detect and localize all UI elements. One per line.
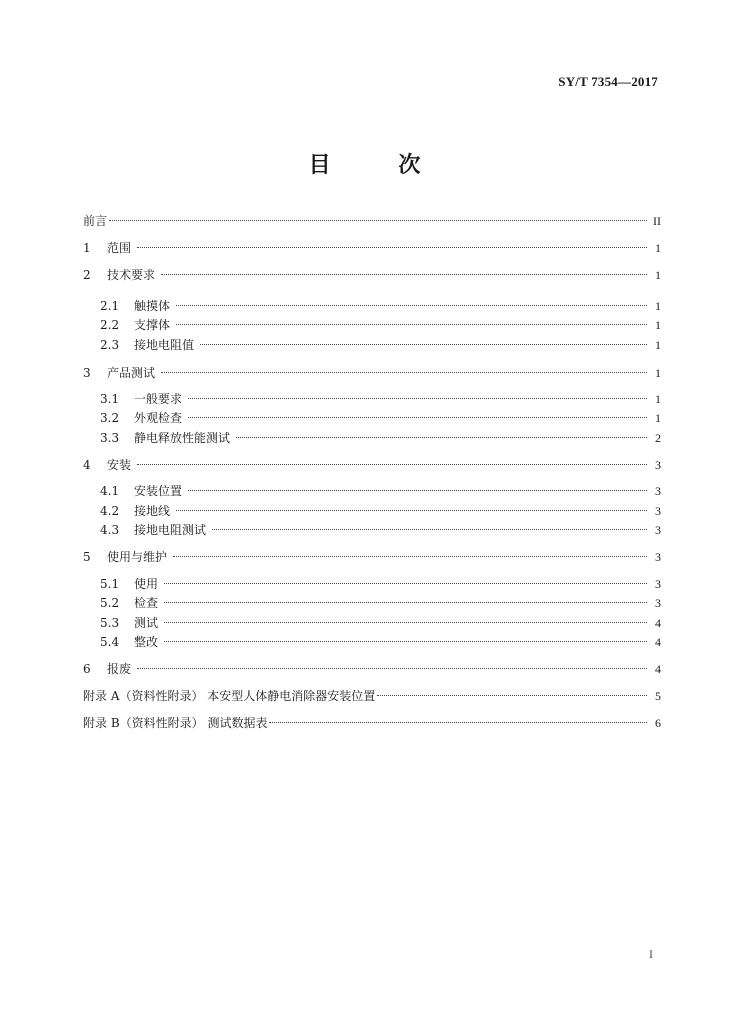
toc-entry-page: 3 bbox=[655, 596, 661, 610]
toc-entry-page: 1 bbox=[655, 268, 661, 282]
toc-entry-page: 4 bbox=[655, 635, 661, 649]
dot-leader bbox=[137, 668, 647, 669]
toc-entry-2-3[interactable] bbox=[100, 336, 661, 354]
dot-leader bbox=[109, 220, 647, 221]
toc-entry-number: 2 bbox=[83, 268, 91, 282]
toc-entry-3-3[interactable] bbox=[100, 429, 661, 447]
toc-entry-number: 4 bbox=[83, 458, 91, 472]
dot-leader bbox=[212, 529, 647, 530]
toc-entry-label: 检查 bbox=[134, 596, 159, 610]
toc-entry-label: 一般要求 bbox=[134, 392, 183, 406]
toc-entry-number: 1 bbox=[83, 241, 91, 255]
toc-entry-page: 1 bbox=[655, 318, 661, 332]
toc-entry-appendix-b[interactable] bbox=[83, 714, 661, 732]
page-title: 目 次 bbox=[308, 153, 451, 178]
dot-leader bbox=[269, 722, 647, 723]
toc-entry-label: 安装位置 bbox=[134, 484, 183, 498]
toc-entry-number: 5 bbox=[83, 550, 91, 564]
toc-entry-number: 2.3 bbox=[100, 338, 120, 352]
toc-entry-page: 3 bbox=[655, 458, 661, 472]
toc-entry-2-1[interactable] bbox=[100, 297, 661, 315]
toc-entry-page: 1 bbox=[655, 411, 661, 425]
dot-leader bbox=[161, 372, 647, 373]
toc-entry-number: 5.1 bbox=[100, 577, 120, 591]
toc-entry-preface[interactable] bbox=[83, 212, 661, 230]
dot-leader bbox=[164, 622, 647, 623]
toc-entry-label: 支撑体 bbox=[134, 318, 171, 332]
toc-entry-4[interactable] bbox=[83, 456, 661, 474]
toc-entry-page: 1 bbox=[655, 338, 661, 352]
toc-entry-page: 3 bbox=[655, 523, 661, 537]
toc-entry-5-1[interactable] bbox=[100, 575, 661, 593]
toc-entry-3-1[interactable] bbox=[100, 390, 661, 408]
dot-leader bbox=[164, 641, 647, 642]
dot-leader bbox=[164, 583, 647, 584]
toc-entry-label: 接地电阻测试 bbox=[134, 523, 207, 537]
toc-entry-number: 4.1 bbox=[100, 484, 120, 498]
dot-leader bbox=[377, 695, 647, 696]
toc-entry-2-2[interactable] bbox=[100, 316, 661, 334]
toc-entry-label: 范围 bbox=[107, 241, 132, 255]
toc-entry-page: 4 bbox=[655, 616, 661, 630]
toc-entry-number: 3.2 bbox=[100, 411, 120, 425]
toc-entry-3[interactable] bbox=[83, 364, 661, 382]
toc-entry-label: 接地线 bbox=[134, 504, 171, 518]
toc-entry-number: 2.1 bbox=[100, 299, 120, 313]
toc-entry-label: 附录 A（资料性附录） 本安型人体静电消除器安装位置 bbox=[83, 689, 376, 703]
dot-leader bbox=[188, 490, 647, 491]
toc-entry-label: 整改 bbox=[134, 635, 159, 649]
toc-entry-number: 5.3 bbox=[100, 616, 120, 630]
toc-entry-page: 1 bbox=[655, 392, 661, 406]
toc-entry-1[interactable] bbox=[83, 239, 661, 257]
dot-leader bbox=[173, 556, 647, 557]
toc-entry-4-2[interactable] bbox=[100, 502, 661, 520]
toc-entry-4-3[interactable] bbox=[100, 521, 661, 539]
toc-entry-page: 1 bbox=[655, 299, 661, 313]
toc-entry-page: 3 bbox=[655, 577, 661, 591]
dot-leader bbox=[161, 274, 647, 275]
dot-leader bbox=[164, 602, 647, 603]
dot-leader bbox=[176, 305, 647, 306]
toc-entry-page: 3 bbox=[655, 504, 661, 518]
toc-entry-label: 测试 bbox=[134, 616, 159, 630]
toc-entry-label: 产品测试 bbox=[107, 366, 156, 380]
toc-entry-label: 技术要求 bbox=[107, 268, 156, 282]
dot-leader bbox=[137, 464, 647, 465]
toc-entry-page: 6 bbox=[655, 716, 661, 730]
toc-entry-number: 4.3 bbox=[100, 523, 120, 537]
toc-entry-page: II bbox=[653, 214, 661, 228]
toc-entry-label: 外观检查 bbox=[134, 411, 183, 425]
toc-entry-page: 4 bbox=[655, 662, 661, 676]
toc-entry-number: 3 bbox=[83, 366, 91, 380]
toc-entry-page: 5 bbox=[655, 689, 661, 703]
dot-leader bbox=[137, 247, 647, 248]
toc-entry-number: 3.3 bbox=[100, 431, 120, 445]
toc-entry-page: 2 bbox=[655, 431, 661, 445]
standard-code: SY/T 7354—2017 bbox=[558, 74, 658, 89]
dot-leader bbox=[188, 417, 647, 418]
toc-entry-2[interactable] bbox=[83, 266, 661, 284]
toc-entry-number: 6 bbox=[83, 662, 91, 676]
toc-entry-label: 触摸体 bbox=[134, 299, 171, 313]
toc-entry-label: 报废 bbox=[107, 662, 132, 676]
toc-entry-5-3[interactable] bbox=[100, 614, 661, 632]
page-number: I bbox=[649, 947, 653, 961]
toc-entry-label: 使用 bbox=[134, 577, 159, 591]
dot-leader bbox=[188, 398, 647, 399]
toc-entry-5[interactable] bbox=[83, 548, 661, 566]
dot-leader bbox=[176, 510, 647, 511]
toc-entry-page: 3 bbox=[655, 550, 661, 564]
toc-entry-label: 安装 bbox=[107, 458, 132, 472]
toc-entry-label: 接地电阻值 bbox=[134, 338, 195, 352]
toc-entry-5-2[interactable] bbox=[100, 594, 661, 612]
toc-entry-page: 3 bbox=[655, 484, 661, 498]
toc-entry-label: 静电释放性能测试 bbox=[134, 431, 231, 445]
toc-entry-number: 2.2 bbox=[100, 318, 120, 332]
dot-leader bbox=[176, 324, 647, 325]
toc-entry-number: 4.2 bbox=[100, 504, 120, 518]
toc-entry-appendix-a[interactable] bbox=[83, 687, 661, 705]
dot-leader bbox=[200, 344, 647, 345]
toc-entry-label: 前言 bbox=[83, 214, 108, 228]
toc-entry-5-4[interactable] bbox=[100, 633, 661, 651]
toc-entry-label: 附录 B（资料性附录） 测试数据表 bbox=[83, 716, 268, 730]
toc-entry-4-1[interactable] bbox=[100, 482, 661, 500]
toc-entry-page: 1 bbox=[655, 241, 661, 255]
toc-entry-label: 使用与维护 bbox=[107, 550, 168, 564]
toc-entry-number: 5.2 bbox=[100, 596, 120, 610]
toc-entry-number: 3.1 bbox=[100, 392, 120, 406]
dot-leader bbox=[236, 437, 647, 438]
toc-entry-number: 5.4 bbox=[100, 635, 120, 649]
toc-entry-page: 1 bbox=[655, 366, 661, 380]
toc-entry-3-2[interactable] bbox=[100, 409, 661, 427]
toc-entry-6[interactable] bbox=[83, 660, 661, 678]
